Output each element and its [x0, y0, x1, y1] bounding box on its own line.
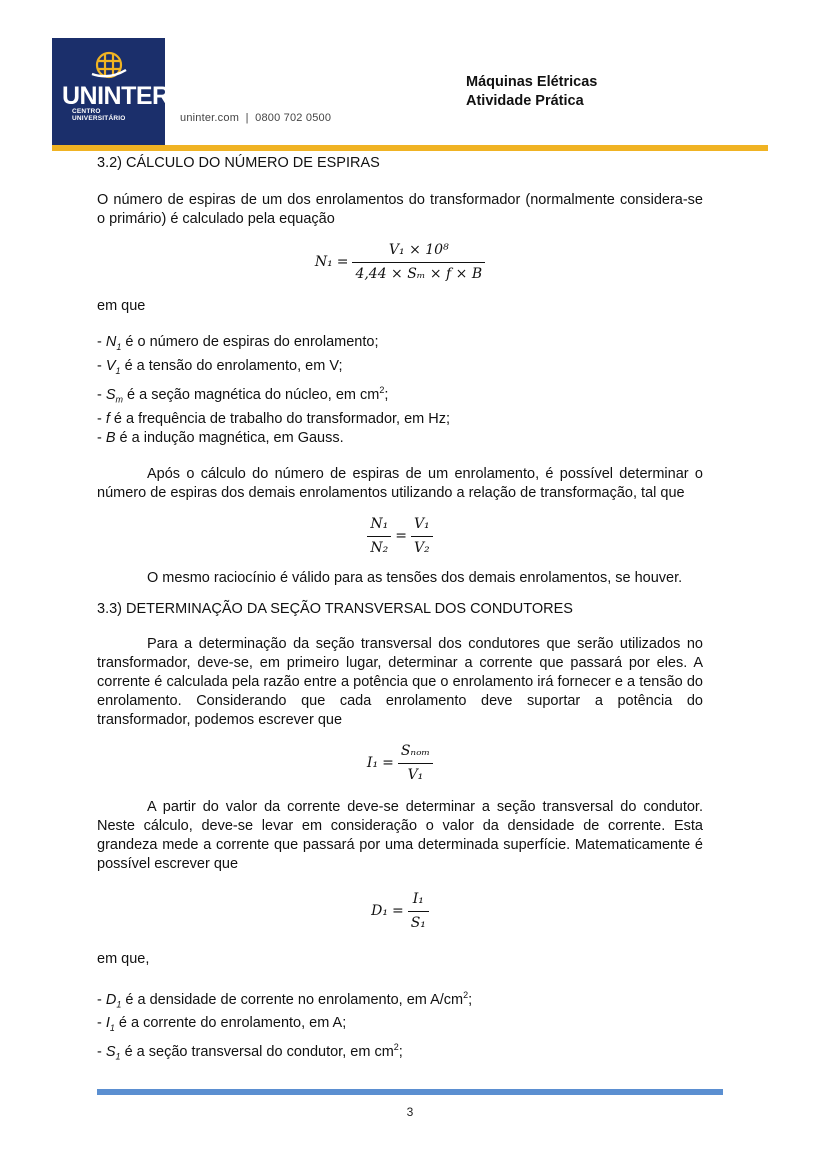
equation-current: I₁ = $\frac{\text{Sₙₒₘ}}{\text{V₁}}$: [97, 742, 703, 788]
list-item: - $V_1$ é a tensão do enrolamento, em V;: [97, 357, 343, 376]
uninter-logo: [52, 38, 170, 145]
list-item: - f é a frequência de trabalho do transformador, em Hz;: [97, 410, 451, 427]
definition-list: [97, 986, 703, 1067]
page-number: 3: [406, 1105, 414, 1119]
paragraph: A partir do valor da corrente deve-se determinar a seção transversal do condutor. Neste cálculo, deve-se levar em consideração o valor da densidade de corrente. Esta grandeza mede a corrente que passará por uma determinada superfície. Matematicamente é possível escrever que: [97, 798, 703, 872]
document-title: Máquinas Elétricas Atividade Prática: [466, 74, 598, 109]
equation-turns: N₁ = $\frac{\text{V₁ × 10⁸}}{\text{4,44 × Sₘ × f × B}}$: [97, 241, 703, 287]
list-item: - $N_1$ é o número de espiras do enrolamento;: [97, 334, 379, 352]
list-item: - $S_1$ é a seção transversal do condutor, em $cm^2$;: [97, 1042, 403, 1062]
list-item: - $I_1$ é a corrente do enrolamento, em A;: [97, 1015, 347, 1034]
section-heading-3-2: 3.2) CÁLCULO DO NÚMERO DE ESPIRAS: [97, 155, 380, 171]
logo-subtitle: CENTRO UNIVERSITÁRIO: [72, 108, 126, 123]
list-item: - B é a indução magnética, em Gauss.: [97, 429, 344, 446]
paragraph: em que: [97, 298, 146, 314]
globe-icon: [90, 48, 128, 82]
logo-brand: UNINTER: [62, 82, 170, 110]
paragraph: Após o cálculo do número de espiras de um enrolamento, é possível determinar o número de espiras dos demais enrolamentos utilizando a relação de transformação, tal que: [97, 465, 703, 501]
section-heading-3-3: 3.3) DETERMINAÇÃO DA SEÇÃO TRANSVERSAL DOS CONDUTORES: [97, 600, 573, 617]
list-item: - $D_1$ é a densidade de corrente no enrolamento, em $A/cm^2$;: [97, 989, 473, 1010]
equation-current-density: D₁ = $\frac{\text{I₁}}{\text{S₁}}$: [97, 890, 703, 936]
header-divider: [52, 145, 768, 151]
paragraph: O número de espiras de um dos enrolamentos do transformador (normalmente considera-se o primário) é calculado pela equação: [97, 192, 703, 227]
paragraph: Para a determinação da seção transversal dos condutores que serão utilizados no transformador, deve-se, em primeiro lugar, determinar a corrente que passará por eles. A corrente é calculada pela razão entre a potência que o enrolamento irá fornecer e a tensão do enrolamento. Considerando que cada enrolamento deve suportar a potência do transformador, podemos escrever que: [97, 635, 703, 728]
list-item: - $S_m$ é a seção magnética do núcleo, em $cm^2$;: [97, 384, 389, 405]
definition-list: [97, 333, 703, 448]
contact-line: uninter.com | 0800 702 0500: [180, 112, 332, 124]
paragraph: em que,: [97, 950, 150, 967]
page-content: [97, 154, 703, 1067]
footer-divider: [97, 1089, 723, 1095]
equation-turns-ratio: $\frac{\text{N₁}}{\text{N₂}}$ = $\frac{\text{V₁}}{\text{V₂}}$: [97, 515, 703, 561]
paragraph: O mesmo raciocínio é válido para as tensões dos demais enrolamentos, se houver.: [147, 569, 683, 586]
